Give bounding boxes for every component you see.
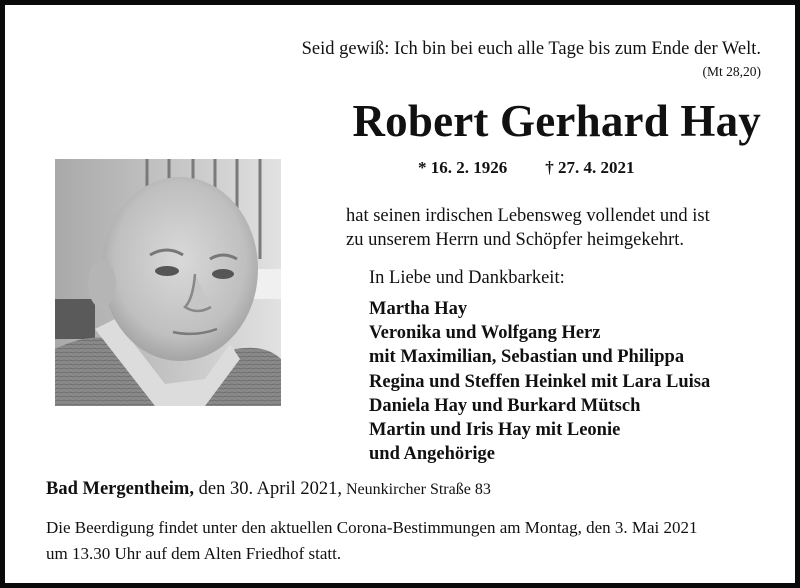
- mourners-list: [369, 297, 710, 466]
- funeral-info: [46, 515, 698, 567]
- place-date-line: [46, 479, 491, 500]
- mourner-line: Martha Hay: [369, 299, 468, 319]
- life-dates: [418, 158, 635, 178]
- mourner-line: Regina und Steffen Heinkel mit Lara Luisa: [369, 371, 711, 392]
- funeral-line: um 13.30 Uhr auf dem Alten Friedhof statt.: [46, 544, 342, 563]
- passing-statement: [346, 204, 710, 252]
- mourner-line: Daniela Hay und Burkard Mütsch: [369, 395, 641, 416]
- mourner-line: mit Maximilian, Sebastian und Philippa: [369, 347, 685, 368]
- thanks-line: In Liebe und Dankbarkeit:: [369, 268, 565, 288]
- funeral-line: Die Beerdigung findet unter den aktuellen Corona-Bestimmungen am Montag, den 3. Mai 2021: [46, 518, 698, 537]
- deceased-name: Robert Gerhard Hay: [352, 96, 761, 146]
- birth-date: * 16. 2. 1926: [418, 158, 508, 177]
- portrait-image: [55, 159, 281, 406]
- verse-reference: (Mt 28,20): [702, 64, 761, 79]
- bible-verse: Seid gewiß: Ich bin bei euch alle Tage bis zum Ende der Welt.: [301, 39, 761, 59]
- mourner-line: Veronika und Wolfgang Herz: [369, 323, 601, 344]
- statement-line: zu unserem Herrn und Schöpfer heimgekehrt.: [346, 230, 685, 250]
- address: Neunkircher Straße 83: [341, 481, 491, 498]
- mourner-line: und Angehörige: [369, 444, 495, 465]
- place: Bad Mergentheim,: [46, 479, 194, 499]
- portrait-photo: [55, 159, 281, 406]
- death-date: † 27. 4. 2021: [545, 158, 635, 177]
- notice-date: den 30. April 2021,: [193, 479, 342, 499]
- statement-line: hat seinen irdischen Lebensweg vollendet und ist: [346, 206, 710, 226]
- mourner-line: Martin und Iris Hay mit Leonie: [369, 420, 621, 441]
